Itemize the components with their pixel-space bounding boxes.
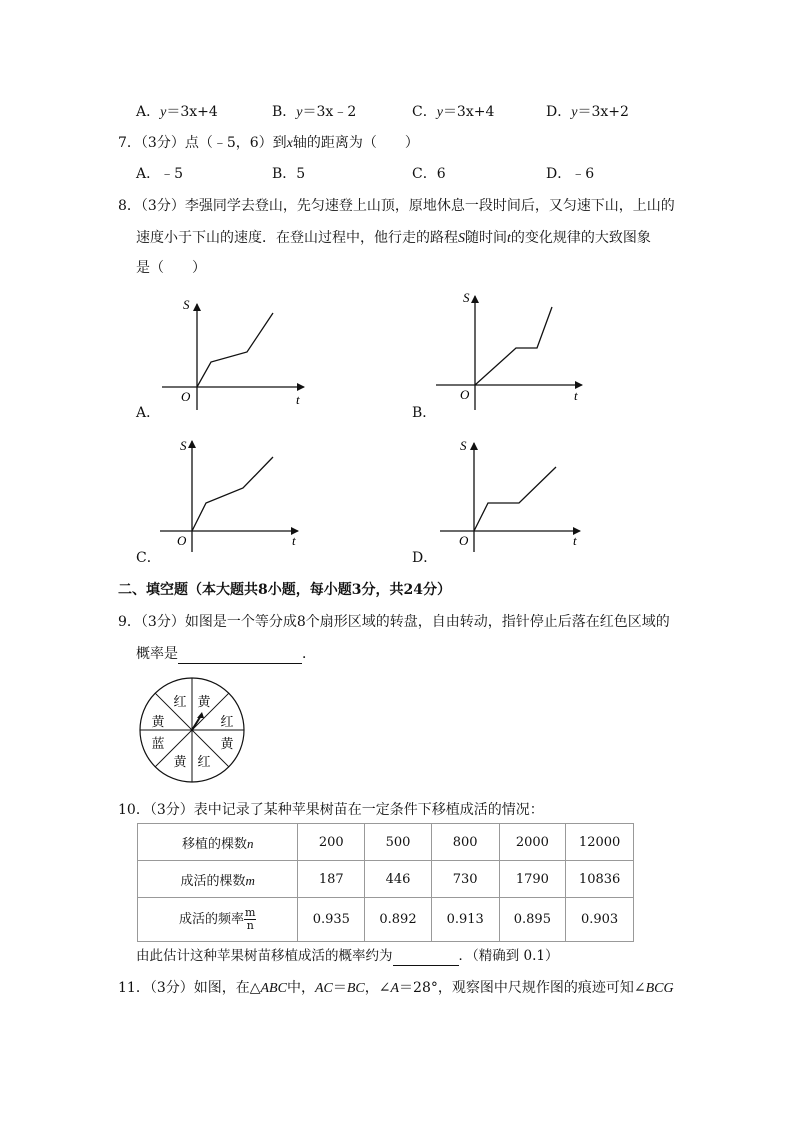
sector-label: 黄 [197, 694, 211, 709]
graph-c [160, 438, 298, 552]
q7-option-d: D．﹣6 [546, 166, 595, 182]
row-var: m [245, 872, 255, 888]
graph-line [475, 307, 552, 385]
q8-option-b: B． [412, 405, 437, 421]
x-axis-label: t [573, 533, 577, 548]
q9-text: 概率是 [136, 646, 178, 662]
answer-blank[interactable] [393, 950, 459, 966]
option-var: y [571, 105, 578, 120]
q11-text: 11．（3分）如图，在△ [118, 980, 261, 996]
q7-option-c: C．6 [412, 166, 446, 182]
option-var: y [160, 105, 167, 120]
q11-var: BCG [645, 981, 674, 996]
row-header [138, 824, 298, 861]
q11-var: AC [314, 981, 333, 996]
q8-var-s: S [458, 231, 465, 246]
fraction [244, 907, 256, 932]
table-row [138, 824, 634, 861]
q11-text: ＝28°，观察图中尺规作图的痕迹可知∠ [399, 980, 646, 996]
q10-after-text-2: ．（精确到 0.1） [458, 948, 559, 964]
table-cell: 187 [298, 861, 365, 898]
table-cell: 730 [431, 861, 499, 898]
q8-text-2: 随时间 [465, 230, 507, 246]
table-cell: 0.895 [499, 898, 566, 942]
table-cell: 10836 [566, 861, 634, 898]
option-letter: A． [136, 104, 161, 120]
row-header-text: 成活的棵数 [180, 873, 246, 889]
graph-line [474, 467, 556, 531]
option-letter: C． [412, 104, 437, 120]
spinner-wheel [138, 676, 246, 784]
origin-label: O [459, 533, 469, 548]
option-text: ＝3x+2 [577, 104, 629, 120]
sector-label: 蓝 [151, 736, 165, 751]
graph-line [197, 313, 273, 387]
q8-option-c: C． [136, 550, 161, 566]
table-cell: 1790 [499, 861, 566, 898]
q11-text: ＝ [332, 980, 347, 996]
transplant-table [137, 823, 634, 942]
q7-option-a: A．﹣5 [136, 166, 184, 182]
option-text: ＝3x+4 [442, 104, 495, 120]
table-cell: 12000 [566, 824, 634, 861]
origin-label: O [460, 387, 470, 402]
table-cell: 2000 [499, 824, 566, 861]
y-axis-label: S [180, 438, 187, 453]
sector-label: 黄 [151, 714, 165, 729]
row-header-text: 成活的频率 [179, 912, 245, 927]
table-cell: 200 [298, 824, 365, 861]
table-row [138, 898, 634, 942]
table-cell: 0.913 [431, 898, 499, 942]
q8-option-d: D． [412, 550, 438, 566]
row-header [138, 898, 298, 942]
option-letter: B． [272, 104, 297, 120]
q9-stem-line2 [136, 644, 316, 664]
graph-d [440, 438, 580, 552]
y-axis-label: S [460, 438, 467, 453]
q8-text: 速度小于下山的速度．在登山过程中，他行走的路程 [136, 230, 458, 246]
section-title: 二、填空题（本大题共8小题，每小题3分，共24分） [118, 582, 451, 598]
q10-stem: 10．（3分）表中记录了某种苹果树苗在一定条件下移植成活的情况： [118, 802, 544, 818]
graph-b [436, 290, 582, 410]
x-axis-label: t [574, 388, 578, 403]
q8-option-a: A． [136, 405, 161, 421]
answer-blank[interactable] [178, 647, 302, 664]
table-cell: 800 [431, 824, 499, 861]
q7-stem-text: 7．（3分）点（﹣5，6）到 [118, 135, 287, 151]
table-cell: 0.903 [566, 898, 634, 942]
q11-var: A [390, 981, 400, 996]
y-axis-label: S [183, 297, 190, 312]
graph-line [192, 457, 273, 531]
row-header [138, 861, 298, 898]
q11-stem [118, 978, 674, 999]
y-axis-label: S [463, 290, 470, 305]
q8-var-t: t [507, 231, 511, 246]
x-axis-label: t [292, 533, 296, 548]
row-var: n [246, 835, 254, 851]
fraction-numerator: m [245, 906, 256, 919]
table-row [138, 861, 634, 898]
q11-text: ，∠ [364, 980, 391, 996]
sector-label: 黄 [173, 754, 187, 769]
option-var: y [436, 105, 443, 120]
table-cell: 0.935 [298, 898, 365, 942]
sector-label: 黄 [220, 736, 234, 751]
x-axis-label: t [296, 392, 300, 407]
table-cell: 446 [365, 861, 432, 898]
table-cell: 500 [365, 824, 432, 861]
q11-text: 中， [286, 980, 315, 996]
sector-label: 红 [220, 714, 234, 729]
q7-stem-text-2: 轴的距离为（ ） [292, 135, 419, 151]
sector-label: 红 [173, 694, 187, 709]
origin-label: O [177, 533, 187, 548]
q8-stem-line3: 是（ ） [136, 260, 206, 276]
q7-option-b: B．5 [272, 166, 306, 182]
q11-var: ABC [260, 981, 287, 996]
q10-after [136, 946, 559, 966]
option-letter: D． [546, 104, 572, 120]
fraction-denominator: n [246, 919, 254, 932]
origin-label: O [181, 389, 191, 404]
q10-after-text: 由此估计这种苹果树苗移植成活的概率约为 [136, 948, 393, 964]
option-var: y [296, 105, 303, 120]
q11-var: BC [346, 981, 365, 996]
table-cell: 0.892 [365, 898, 432, 942]
option-text: ＝3x+4 [166, 104, 218, 120]
option-text: ＝3x﹣2 [302, 104, 357, 120]
q7-var: x [286, 136, 293, 151]
row-header-text: 移植的棵数 [181, 836, 247, 852]
graph-a [162, 297, 304, 410]
q9-stem-line1: 9．（3分）如图是一个等分成8个扇形区域的转盘，自由转动，指针停止后落在红色区域的 [118, 614, 670, 630]
q9-period: ． [302, 646, 316, 662]
q8-text-3: 的变化规律的大致图象 [510, 230, 651, 246]
sector-label: 红 [197, 754, 211, 769]
q8-stem-line1: 8．（3分）李强同学去登山，先匀速登上山顶，原地休息一段时间后，又匀速下山，上山的 [118, 198, 675, 214]
